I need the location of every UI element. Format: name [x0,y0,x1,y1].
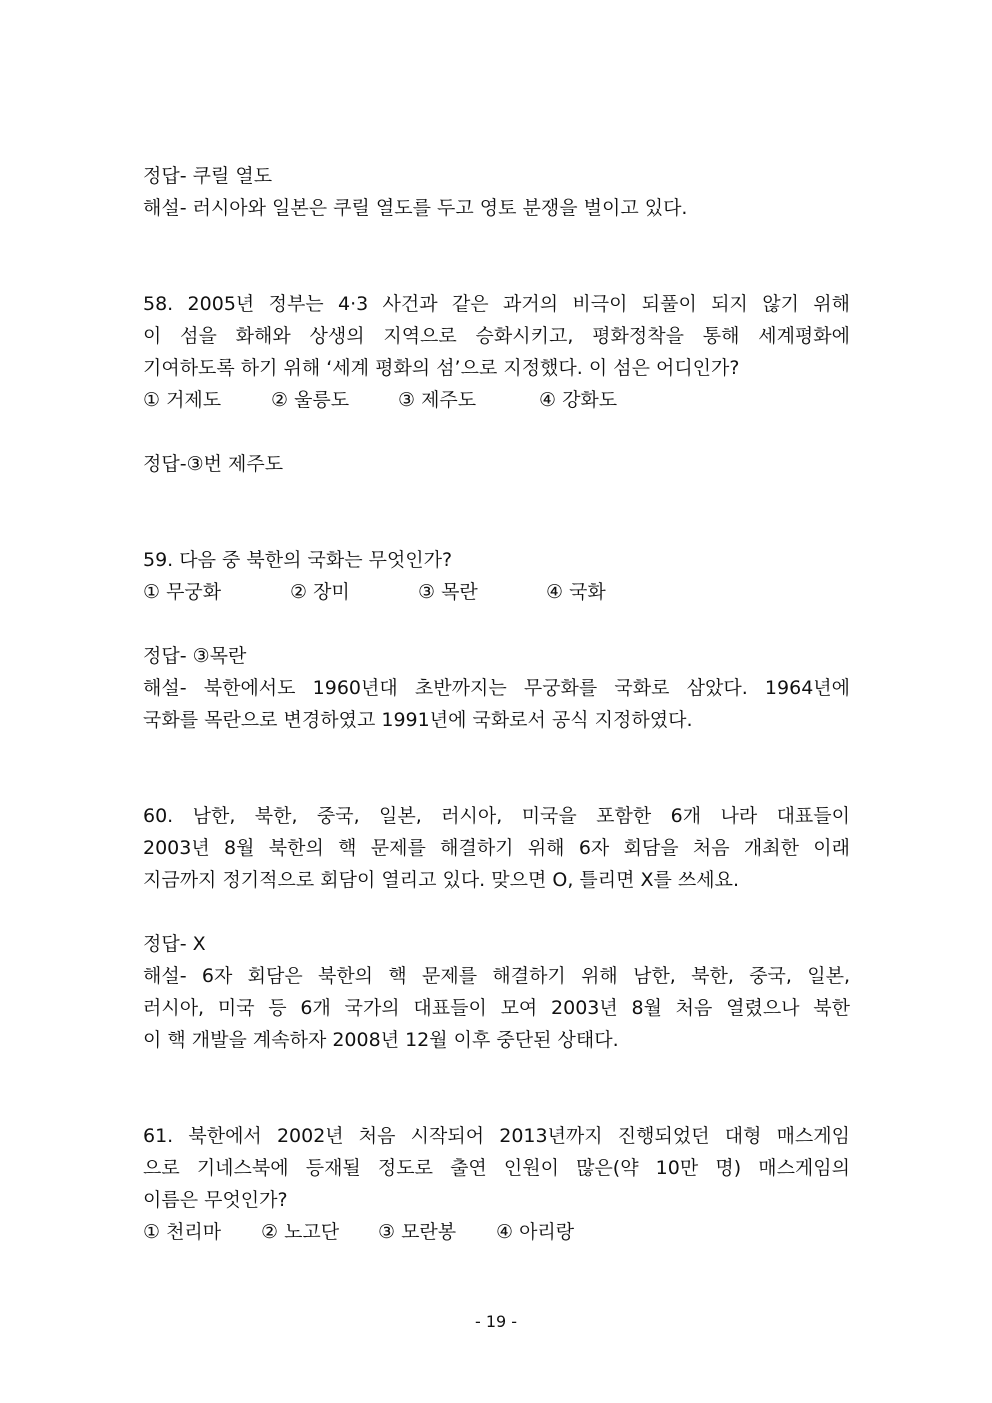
q58-question-line: 이 섬을 화해와 상생의 지역으로 승화시키고, 평화정착을 통해 세계평화에 [143,325,850,347]
q60-explanation-line: 해설- 6자 회담은 북한의 핵 문제를 해결하기 위해 남한, 북한, 중국, 일본, [143,965,850,987]
q61-question-line: 61. 북한에서 2002년 처음 시작되어 2013년까지 진행되었던 대형 매스게임 [143,1125,850,1147]
q59-choice: ③ 목란 [418,581,478,603]
q58-choice: ② 울릉도 [271,389,350,411]
q61-question-line: 으로 기네스북에 등재될 정도로 출연 인원이 많은(약 10만 명) 매스게임의 [143,1157,850,1179]
q58-choices [143,384,850,416]
q59-choice: ④ 국화 [546,581,606,603]
q57-answer: 정답- 쿠릴 열도 [143,165,273,187]
q59-choices [143,576,850,608]
q59-explanation-line: 국화를 목란으로 변경하였고 1991년에 국화로서 공식 지정하였다. [143,709,693,731]
q60-explanation-line: 러시아, 미국 등 6개 국가의 대표들이 모여 2003년 8월 처음 열렸으나 북한 [143,997,850,1019]
q61-choices [143,1216,850,1248]
q58-answer: 정답-③번 제주도 [143,453,284,475]
q61-choice: ② 노고단 [261,1221,340,1243]
q61-question-line: 이름은 무엇인가? [143,1189,288,1211]
q60-question-line: 60. 남한, 북한, 중국, 일본, 러시아, 미국을 포함한 6개 나라 대표들이 [143,805,850,827]
q61-choice: ③ 모란봉 [378,1221,457,1243]
q59-choice: ① 무궁화 [143,581,222,603]
q58-choice: ① 거제도 [143,389,222,411]
q58-choice: ④ 강화도 [539,389,618,411]
q58-choice: ③ 제주도 [398,389,477,411]
q59-question-line: 59. 다음 중 북한의 국화는 무엇인가? [143,549,453,571]
q59-explanation-line: 해설- 북한에서도 1960년대 초반까지는 무궁화를 국화로 삼았다. 1964년에 [143,677,850,699]
q59-choice: ② 장미 [290,581,350,603]
q57-explanation-line: 해설- 러시아와 일본은 쿠릴 열도를 두고 영토 분쟁을 벌이고 있다. [143,197,688,219]
q60-question-line: 2003년 8월 북한의 핵 문제를 해결하기 위해 6자 회담을 처음 개최한 이래 [143,837,850,859]
q59-answer: 정답- ③목란 [143,645,247,667]
q61-choice: ① 천리마 [143,1221,222,1243]
page-number: - 19 - [474,1312,518,1331]
document-body [143,160,850,1248]
q60-explanation-line: 이 핵 개발을 계속하자 2008년 12월 이후 중단된 상태다. [143,1029,619,1051]
q60-question-line: 지금까지 정기적으로 회담이 열리고 있다. 맞으면 O, 틀리면 X를 쓰세요. [143,869,740,891]
q61-choice: ④ 아리랑 [496,1221,575,1243]
q58-question-line: 기여하도록 하기 위해 ‘세계 평화의 섬’으로 지정했다. 이 섬은 어디인가? [143,357,740,379]
q58-question-line: 58. 2005년 정부는 4·3 사건과 같은 과거의 비극이 되풀이 되지 않기 위해 [143,293,850,315]
q60-answer: 정답- X [143,933,206,955]
